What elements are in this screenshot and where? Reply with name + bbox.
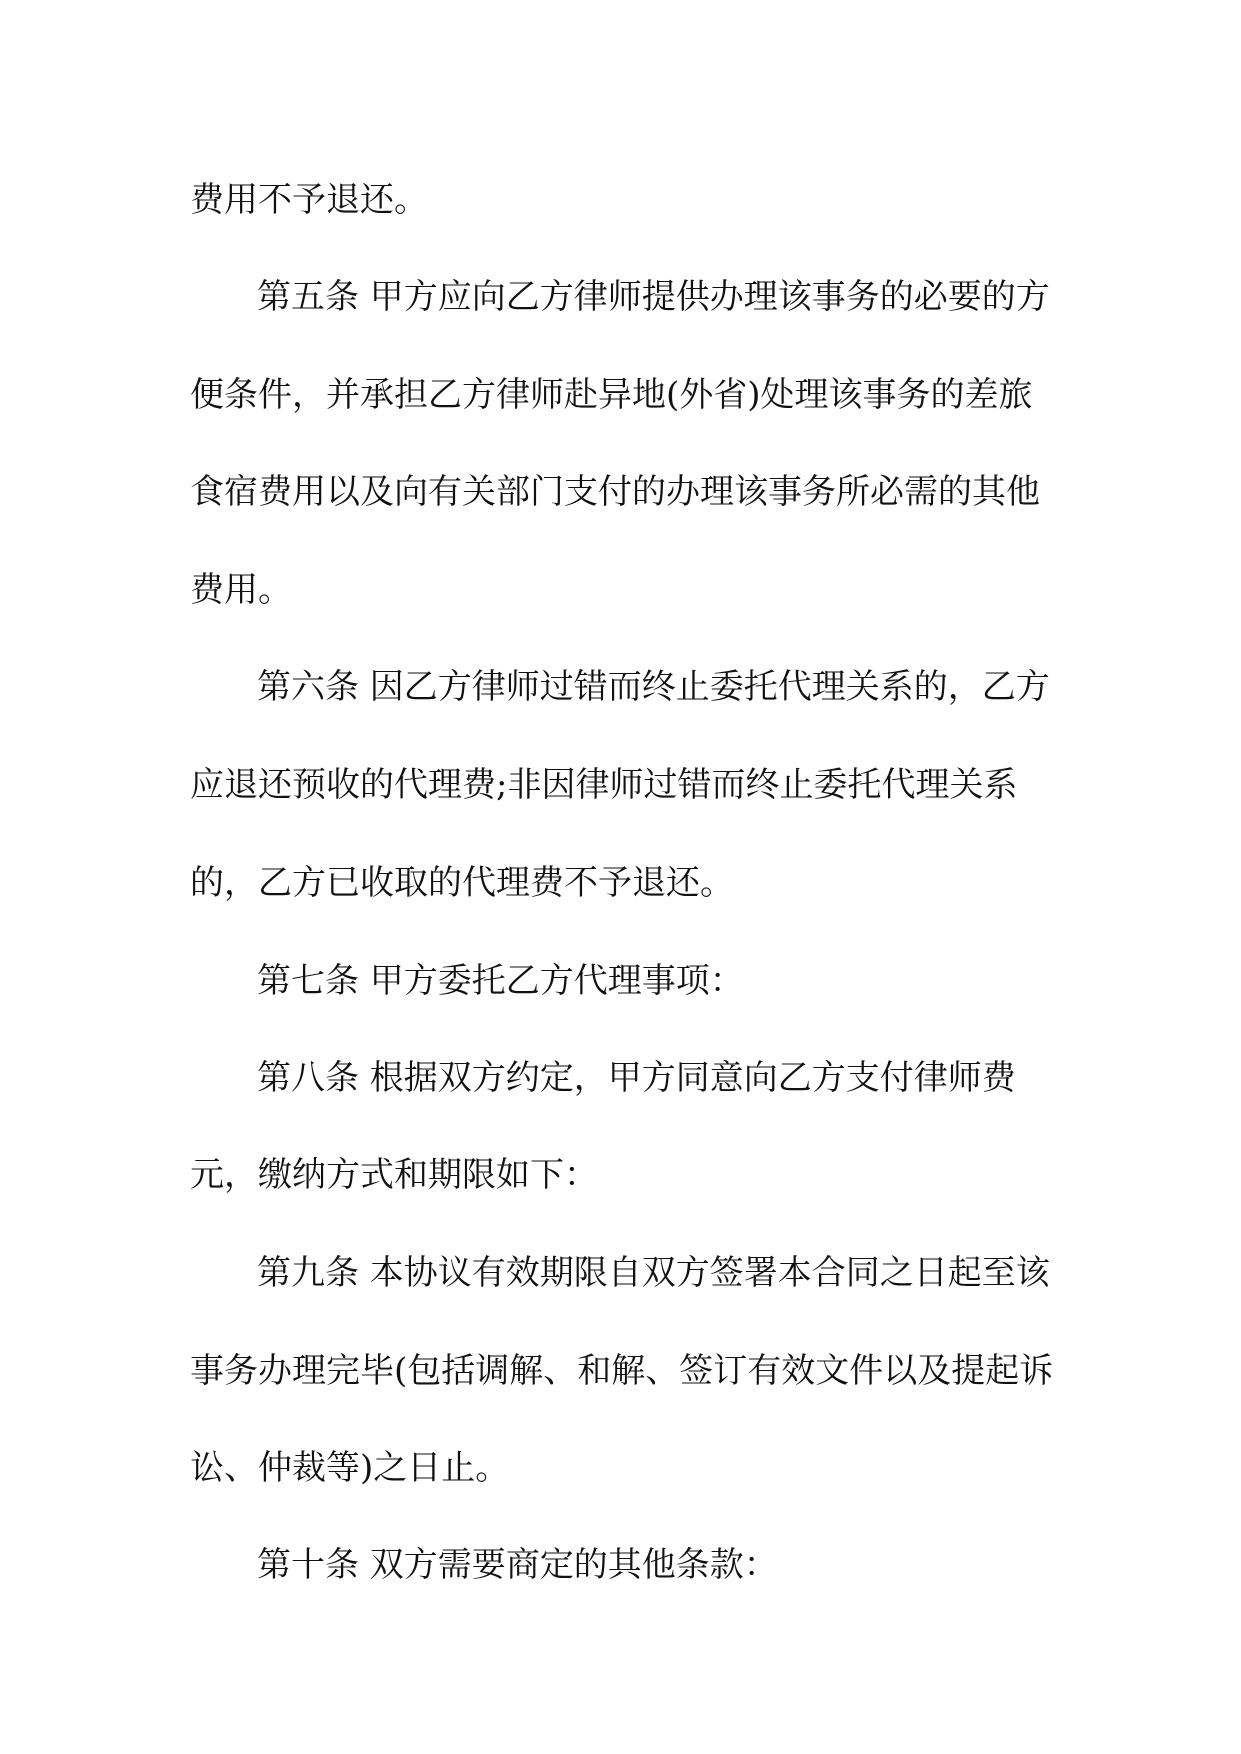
paragraph-line: 应退还预收的代理费;非因律师过错而终止委托代理关系 (190, 765, 1018, 805)
article-10-heading-line: 第十条 双方需要商定的其他条款： (257, 1545, 778, 1585)
paragraph-line: 讼、仲裁等)之日止。 (190, 1448, 510, 1488)
paragraph-line: 元，缴纳方式和期限如下： (190, 1155, 598, 1195)
article-7-heading-line: 第七条 甲方委托乙方代理事项： (257, 961, 744, 1001)
article-9-heading-line: 第九条 本协议有效期限自双方签署本合同之日起至该 (257, 1253, 1050, 1293)
article-6-heading-line: 第六条 因乙方律师过错而终止委托代理关系的，乙方 (257, 667, 1050, 707)
paragraph-line: 的，乙方已收取的代理费不予退还。 (190, 863, 734, 903)
article-8-heading-line: 第八条 根据双方约定，甲方同意向乙方支付律师费 (257, 1058, 1016, 1098)
paragraph-line: 费用不予退还。 (190, 180, 428, 220)
paragraph-line: 便条件，并承担乙方律师赴异地(外省)处理该事务的差旅 (190, 375, 1033, 415)
article-5-heading-line: 第五条 甲方应向乙方律师提供办理该事务的必要的方 (257, 277, 1050, 317)
paragraph-line: 费用。 (190, 570, 292, 610)
paragraph-line: 事务办理完毕(包括调解、和解、签订有效文件以及提起诉 (190, 1351, 1054, 1391)
paragraph-line: 食宿费用以及向有关部门支付的办理该事务所必需的其他 (190, 472, 1040, 512)
